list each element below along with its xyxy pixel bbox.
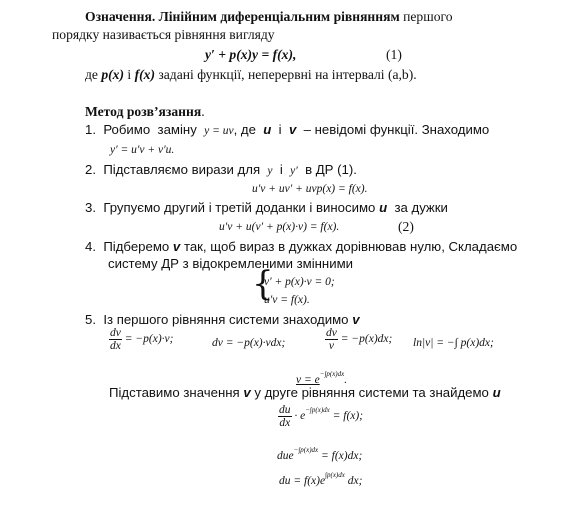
step-3-u: u bbox=[379, 200, 388, 215]
substitution-equation-3 bbox=[279, 467, 362, 489]
step-5-text: Із першого рівняння системи знаходимо bbox=[103, 312, 349, 327]
step-1-text-a: Робимо bbox=[103, 122, 151, 137]
step-3-equation: u′v + u(v′ + p(x)·v) = f(x). bbox=[219, 221, 340, 233]
fraction-numerator: dv bbox=[110, 327, 121, 339]
substitution-equation-2 bbox=[277, 442, 362, 464]
step-1-dash: – bbox=[303, 122, 311, 137]
step-4-number: 4. bbox=[85, 239, 96, 254]
step-1 bbox=[85, 122, 489, 139]
substitution-text-a: Підставимо значення bbox=[109, 385, 240, 400]
step-2-y: y bbox=[267, 165, 273, 177]
equation-rhs: = f(x); bbox=[332, 410, 364, 422]
definition-lead: Означення. bbox=[85, 9, 156, 24]
step-2-equation: u′v + uv′ + uvp(x) = f(x). bbox=[252, 183, 368, 195]
formula-rhs: = −p(x)·v; bbox=[124, 333, 174, 346]
step-2-tail: в ДР (1). bbox=[305, 162, 357, 177]
definition-rest: першого bbox=[403, 9, 453, 24]
definition-p: p(x) bbox=[101, 67, 125, 82]
fraction-dv-dx bbox=[109, 327, 122, 352]
definition-where: де bbox=[85, 67, 98, 82]
step-5-formula-1 bbox=[109, 327, 173, 352]
definition-and: і bbox=[127, 67, 132, 82]
step-1-text-b: заміну bbox=[157, 122, 197, 137]
definition-line-1 bbox=[85, 9, 453, 25]
step-5-formula-4: ln|v| = −∫ p(x)dx; bbox=[413, 337, 494, 349]
step-1-u: u bbox=[263, 122, 272, 137]
step-5-v: v bbox=[352, 312, 360, 327]
step-5-formula-3 bbox=[325, 327, 392, 352]
step-5-formula-2: dv = −p(x)·vdx; bbox=[212, 337, 286, 349]
step-1-text-c: , де bbox=[233, 122, 256, 137]
step-2-text: Підставляємо вирази для bbox=[103, 162, 261, 177]
step-3-number: 3. bbox=[85, 200, 96, 215]
fraction-denominator: v bbox=[328, 340, 334, 352]
step-4-line-2: систему ДР з відокремленими змінними bbox=[108, 256, 354, 271]
v-result-exponent: −∫p(x)dx bbox=[319, 370, 345, 378]
equation-lhs: due bbox=[277, 450, 294, 462]
system-equation-2: u′v = f(x). bbox=[264, 294, 310, 306]
step-2-and: і bbox=[279, 162, 283, 177]
step-5-number: 5. bbox=[85, 312, 96, 327]
equation-rhs: dx; bbox=[347, 475, 363, 487]
definition-line-2: порядку називається рівняння вигляду bbox=[52, 27, 275, 42]
step-1-and: і bbox=[278, 122, 282, 137]
equation-number-1: (1) bbox=[386, 47, 402, 62]
step-1-v: v bbox=[288, 122, 297, 137]
method-heading-dot: . bbox=[201, 104, 205, 119]
fraction-denominator: dx bbox=[110, 340, 121, 352]
step-2 bbox=[85, 162, 357, 179]
equation-number-2: (2) bbox=[398, 219, 414, 234]
step-1-formula: y = uv bbox=[204, 125, 234, 137]
step-2-number: 2. bbox=[85, 162, 96, 177]
step-3-tail: за дужки bbox=[394, 200, 448, 215]
definition-f: f(x) bbox=[134, 67, 155, 82]
step-4-v: v bbox=[172, 239, 181, 254]
fraction-numerator: du bbox=[279, 403, 291, 416]
step-4-text-a: Підберемо bbox=[103, 239, 170, 254]
step-1-equation: y′ = u′v + v′u. bbox=[110, 144, 175, 156]
system-brace: { bbox=[252, 264, 274, 304]
equation-mid: · e bbox=[294, 410, 306, 422]
substitution-text-b: у друге рівняння системи та знайдемо bbox=[254, 385, 489, 400]
fraction-du-dx bbox=[278, 404, 292, 429]
method-heading-text: Метод розв’язання bbox=[85, 104, 202, 119]
step-4 bbox=[85, 239, 517, 255]
substitution-u: u bbox=[492, 385, 501, 400]
definition-suffix: задані функції, неперервні на інтервалі (a,b). bbox=[158, 67, 417, 82]
formula-rhs: = −p(x)dx; bbox=[340, 333, 393, 346]
equation-exponent: −∫p(x)dx bbox=[305, 406, 330, 414]
fraction-denominator: dx bbox=[279, 416, 291, 429]
step-5 bbox=[85, 312, 360, 328]
system-equation-1: v′ + p(x)·v = 0; bbox=[264, 276, 335, 288]
definition-equation: y′ + p(x)y = f(x), bbox=[205, 47, 297, 62]
step-3-text: Групуємо другий і третій доданки і виносимо bbox=[103, 200, 376, 215]
fraction-numerator: dv bbox=[326, 327, 337, 339]
equation-exponent: ∫p(x)dx bbox=[325, 471, 345, 479]
substitution-v: v bbox=[243, 385, 251, 400]
fraction-dv-v bbox=[325, 327, 338, 352]
step-1-number: 1. bbox=[85, 122, 96, 137]
step-2-y-prime: y′ bbox=[290, 165, 298, 177]
v-result-dot: . bbox=[344, 374, 348, 386]
definition-line-3 bbox=[85, 67, 417, 83]
method-heading bbox=[85, 104, 205, 120]
equation-exponent: −∫p(x)dx bbox=[293, 446, 319, 454]
step-4-text-b: так, щоб вираз в дужках дорівнював нулю, Складаємо bbox=[183, 239, 518, 254]
substitution-text bbox=[109, 385, 501, 401]
v-result-base: v = e bbox=[296, 374, 320, 386]
substitution-equation-1 bbox=[278, 402, 363, 429]
step-1-text-e: невідомі функції. Знаходимо bbox=[314, 122, 490, 137]
definition-term: Лінійним диференціальним рівнянням bbox=[158, 9, 400, 24]
equation-rhs: = f(x)dx; bbox=[321, 450, 363, 462]
step-3 bbox=[85, 200, 448, 216]
equation-lhs: du = f(x)e bbox=[279, 475, 326, 487]
